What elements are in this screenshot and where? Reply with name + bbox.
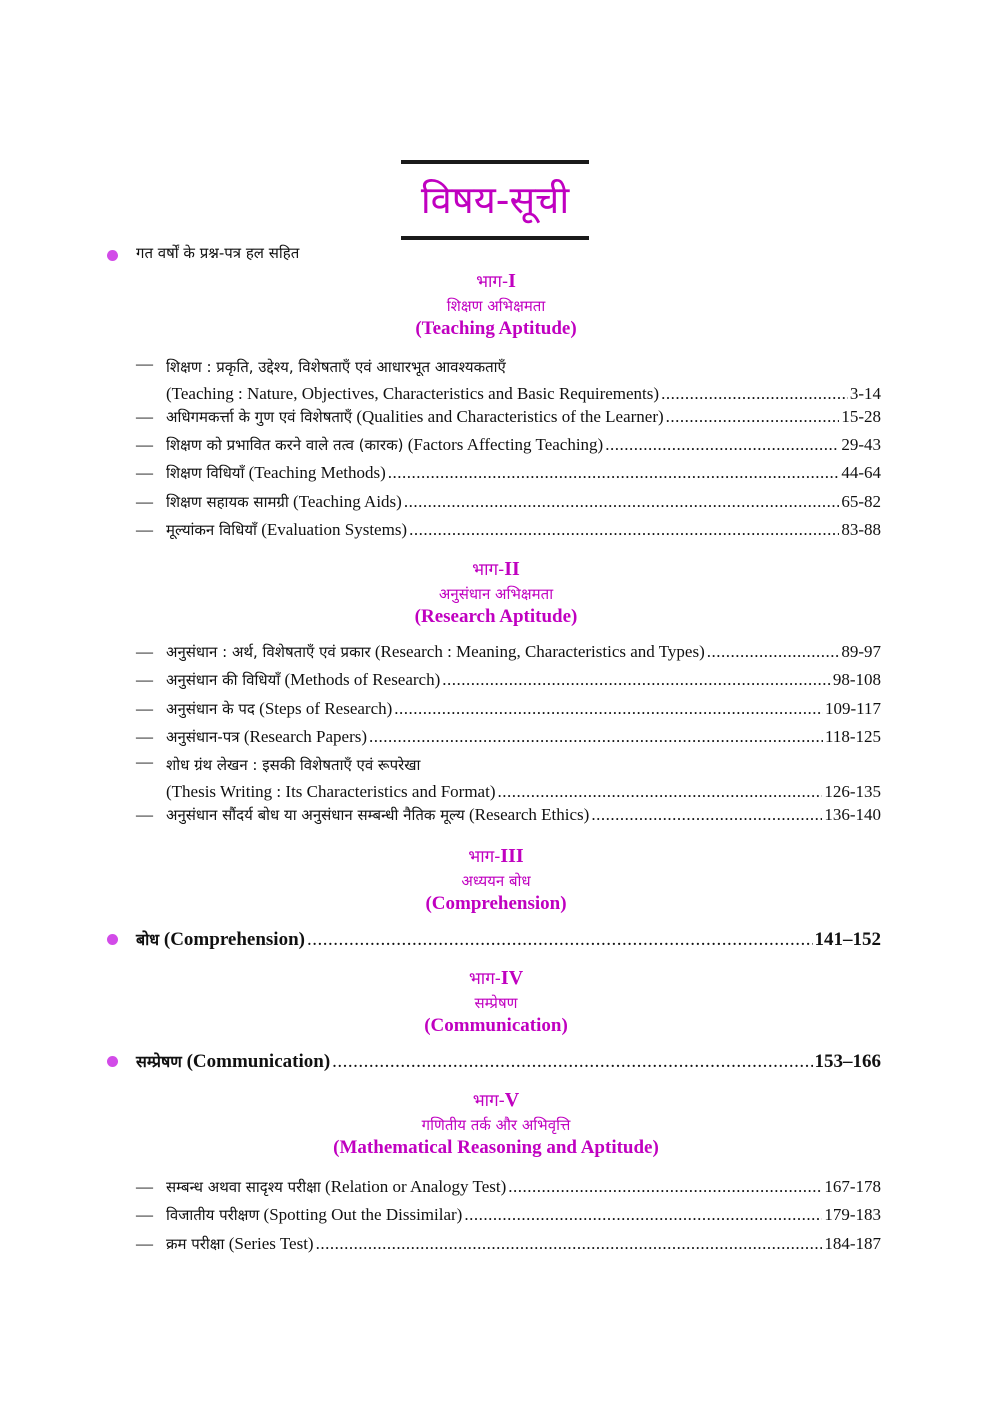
toc-main-entry[interactable] — [136, 925, 881, 955]
part-hindi-title: अध्ययन बोध — [461, 872, 531, 890]
entry-english: (Qualities and Characteristics of the Learner) — [356, 407, 664, 426]
part-hindi-title: गणितीय तर्क और अभिवृत्ति — [421, 1116, 571, 1134]
part-number: V — [504, 1089, 520, 1111]
entry-pages: 15-28 — [841, 407, 881, 426]
dash: — — [136, 463, 153, 482]
entry-hindi: बोध — [136, 930, 160, 949]
page-title-block — [401, 160, 589, 240]
title-bottom-rule — [401, 236, 589, 240]
dash: — — [136, 699, 153, 718]
entry-hindi: मूल्यांकन विधियाँ — [166, 521, 257, 539]
dash: — — [136, 642, 153, 661]
entry-pages: 29-43 — [841, 435, 881, 454]
entry-english: (Relation or Analogy Test) — [325, 1177, 507, 1196]
entry-english: (Research Papers) — [243, 727, 368, 746]
entry-pages: 184-187 — [824, 1234, 881, 1253]
part-heading: भाग-III अध्ययन बोध (Comprehension) — [0, 843, 992, 916]
toc-entry[interactable] — [136, 801, 881, 829]
toc-entry[interactable] — [136, 638, 881, 666]
toc-entry[interactable] — [136, 666, 881, 694]
entry-pages: 179-183 — [824, 1205, 881, 1224]
toc-entry[interactable] — [136, 1201, 881, 1229]
toc-entry[interactable] — [136, 459, 881, 487]
bullet-icon — [107, 934, 118, 945]
bullet-icon — [107, 250, 118, 261]
note-text: गत वर्षों के प्रश्न-पत्र हल सहित — [136, 244, 300, 262]
toc-entry[interactable] — [136, 752, 881, 806]
part-heading: भाग-II अनुसंधान अभिक्षमता (Research Aptitude) — [0, 556, 992, 629]
entry-english: (Series Test) — [228, 1234, 314, 1253]
part-heading: भाग-V गणितीय तर्क और अभिवृत्ति (Mathematical Reasoning and Aptitude) — [0, 1087, 992, 1160]
bullet-icon — [107, 1056, 118, 1067]
dash: — — [136, 492, 153, 511]
entry-hindi: शोध ग्रंथ लेखन : इसकी विशेषताएँ एवं रूपरेखा — [166, 756, 421, 774]
entry-hindi: शिक्षण सहायक सामग्री — [166, 493, 289, 511]
part-english-title: (Communication) — [424, 1015, 568, 1036]
part-hindi-title: अनुसंधान अभिक्षमता — [438, 585, 554, 603]
entry-english: (Steps of Research) — [259, 699, 393, 718]
toc-main-entry[interactable] — [136, 1047, 881, 1077]
dash: — — [136, 1234, 153, 1253]
part-hindi-title: शिक्षण अभिक्षमता — [446, 297, 546, 315]
entry-english: (Teaching Aids) — [293, 492, 402, 511]
entry-pages: 118-125 — [824, 727, 881, 746]
part-hindi-title: सम्प्रेषण — [474, 994, 518, 1012]
entry-hindi: सम्बन्ध अथवा सादृश्य परीक्षा — [166, 1178, 321, 1196]
entry-hindi: अनुसंधान के पद — [166, 700, 255, 718]
entry-hindi: अधिगमकर्त्ता के गुण एवं विशेषताएँ — [166, 408, 353, 426]
entry-english: (Comprehension) — [163, 929, 305, 950]
part-heading: भाग-I शिक्षण अभिक्षमता (Teaching Aptitude) — [0, 268, 992, 341]
entry-hindi: अनुसंधान की विधियाँ — [166, 671, 281, 689]
dash: — — [136, 670, 153, 689]
dash: — — [136, 727, 153, 746]
dash: — — [136, 435, 153, 454]
dash: — — [136, 805, 153, 824]
entry-english: (Factors Affecting Teaching) — [407, 435, 604, 454]
toc-entry[interactable] — [136, 488, 881, 516]
entry-english: (Communication) — [186, 1051, 331, 1072]
entry-english: (Teaching : Nature, Objectives, Characteristics and Basic Requirements) — [166, 384, 660, 403]
toc-entry[interactable] — [136, 695, 881, 723]
toc-entry[interactable] — [136, 354, 881, 408]
entry-hindi: क्रम परीक्षा — [166, 1235, 225, 1253]
dash: — — [136, 1177, 153, 1196]
entry-pages: 153–166 — [814, 1051, 881, 1072]
entry-hindi: शिक्षण विधियाँ — [166, 464, 245, 482]
entry-pages: 89-97 — [841, 642, 881, 661]
entry-hindi: सम्प्रेषण — [136, 1052, 182, 1071]
dash: — — [136, 407, 153, 426]
entry-hindi: शिक्षण : प्रकृति, उद्देश्य, विशेषताएँ एवं आधारभूत आवश्यकताएँ — [166, 358, 506, 376]
toc-entry[interactable] — [136, 723, 881, 751]
entry-english: (Evaluation Systems) — [261, 520, 408, 539]
entry-english: (Research Ethics) — [468, 805, 590, 824]
entry-english: (Spotting Out the Dissimilar) — [263, 1205, 463, 1224]
dash: — — [136, 752, 153, 771]
entry-pages: 83-88 — [841, 520, 881, 539]
toc-entry[interactable] — [136, 1230, 881, 1258]
page-title: विषय-सूची — [420, 178, 570, 222]
part-number: I — [508, 270, 516, 292]
entry-hindi: शिक्षण को प्रभावित करने वाले तत्व (कारक) — [166, 436, 404, 454]
toc-entry[interactable] — [136, 516, 881, 544]
entry-pages: 44-64 — [841, 463, 881, 482]
toc-entry[interactable] — [136, 403, 881, 431]
entry-pages: 3-14 — [849, 384, 881, 403]
part-number: III — [500, 845, 524, 867]
toc-entry[interactable] — [136, 1173, 881, 1201]
entry-hindi: अनुसंधान सौंदर्य बोध या अनुसंधान सम्बन्धी नैतिक मूल्य — [166, 806, 465, 824]
entry-english: (Methods of Research) — [284, 670, 441, 689]
part-english-title: (Mathematical Reasoning and Aptitude) — [333, 1137, 659, 1158]
entry-pages: 65-82 — [841, 492, 881, 511]
entry-hindi: अनुसंधान-पत्र — [166, 728, 240, 746]
dash: — — [136, 1205, 153, 1224]
entry-pages: 126-135 — [824, 782, 881, 801]
dash: — — [136, 354, 153, 373]
entry-pages: 98-108 — [832, 670, 881, 689]
entry-english: (Research : Meaning, Characteristics and Types) — [374, 642, 705, 661]
part-english-title: (Research Aptitude) — [414, 606, 578, 627]
part-number: II — [504, 558, 520, 580]
entry-pages: 109-117 — [824, 699, 881, 718]
entry-hindi: विजातीय परीक्षण — [166, 1206, 260, 1224]
entry-pages: 136-140 — [824, 805, 881, 824]
part-english-title: (Teaching Aptitude) — [415, 318, 577, 339]
entry-pages: 167-178 — [824, 1177, 881, 1196]
entry-english: (Teaching Methods) — [248, 463, 386, 482]
toc-entry[interactable] — [136, 431, 881, 459]
part-heading: भाग-IV सम्प्रेषण (Communication) — [0, 965, 992, 1038]
dash: — — [136, 520, 153, 539]
entry-english: (Thesis Writing : Its Characteristics and Format) — [166, 782, 496, 801]
entry-hindi: अनुसंधान : अर्थ, विशेषताएँ एवं प्रकार — [166, 643, 371, 661]
part-english-title: (Comprehension) — [425, 893, 567, 914]
entry-pages: 141–152 — [814, 929, 881, 950]
part-number: IV — [500, 967, 524, 989]
